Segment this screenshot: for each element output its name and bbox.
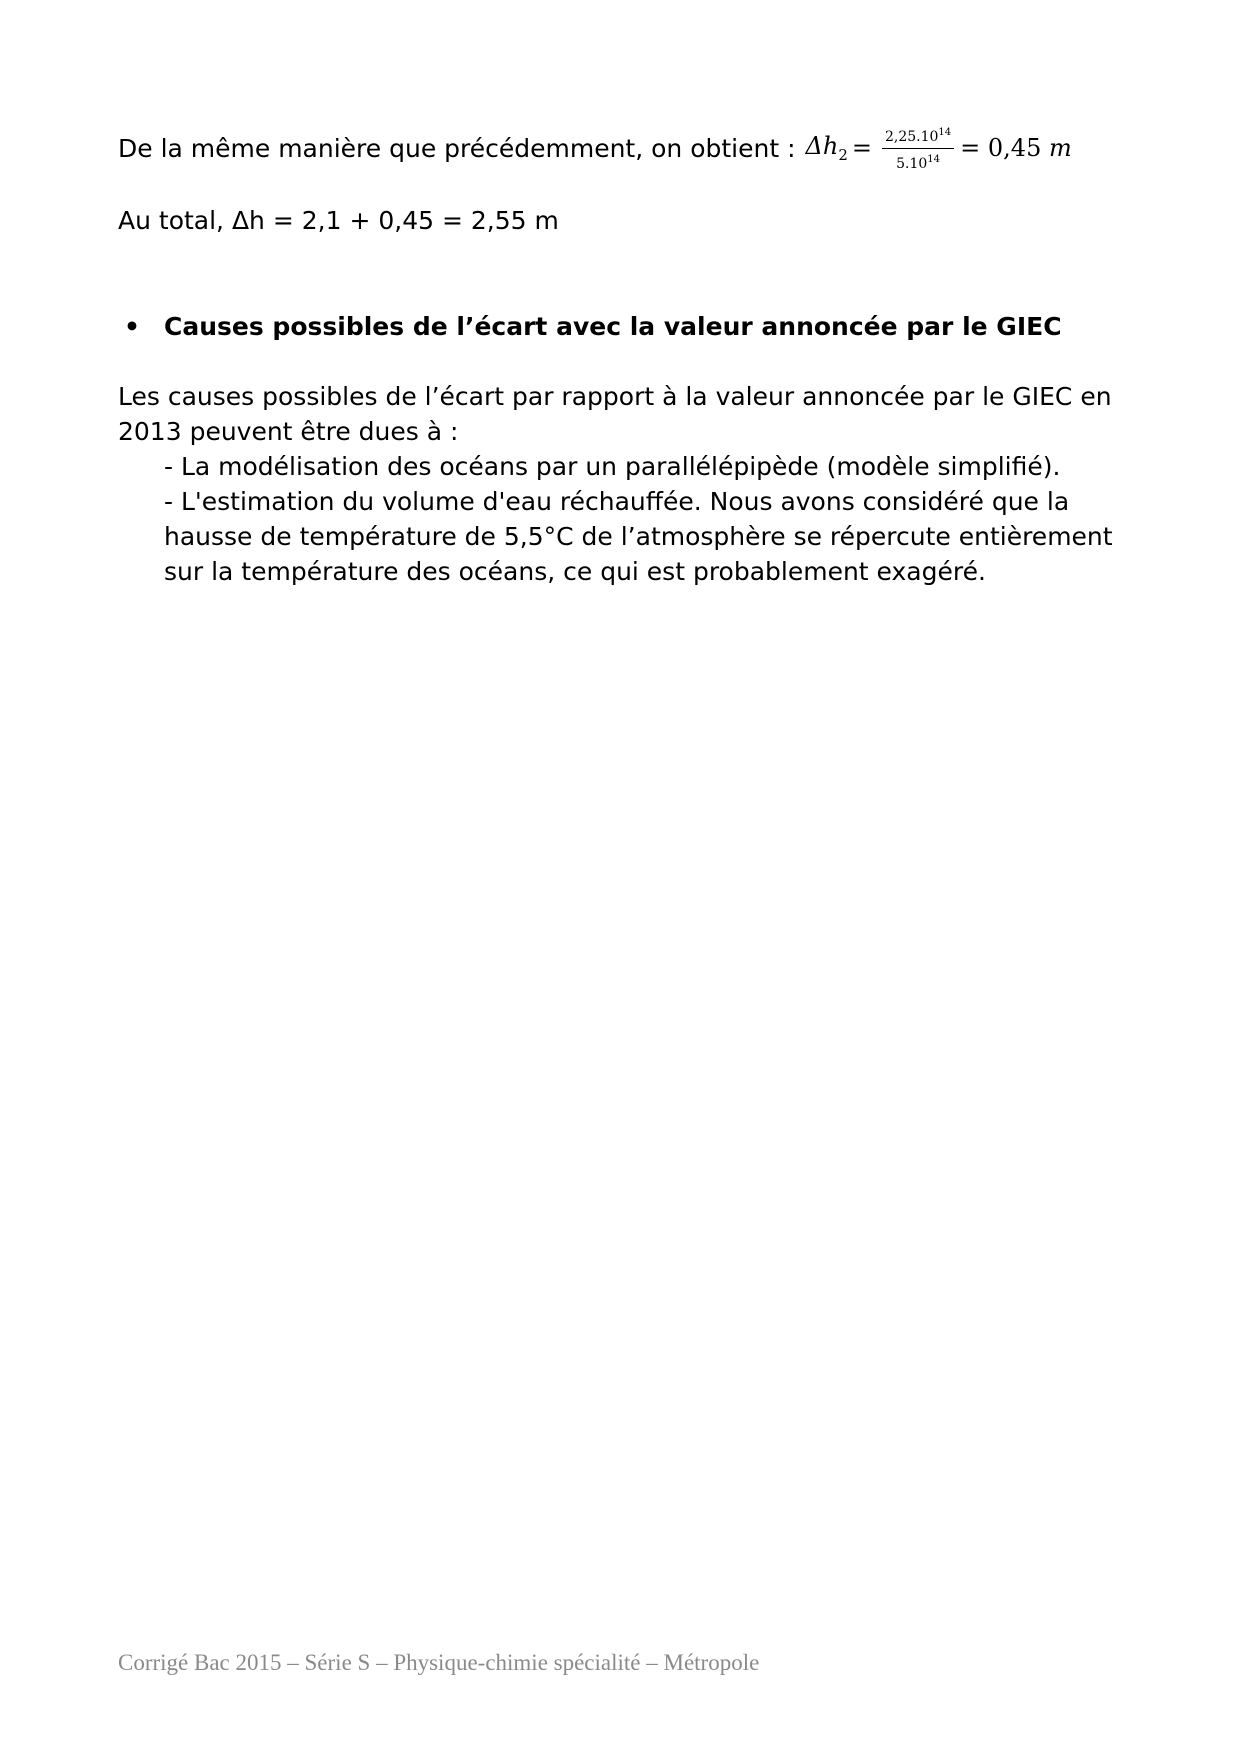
section-heading bbox=[124, 310, 1062, 344]
bullet-icon: • bbox=[124, 312, 140, 341]
formula-fraction bbox=[882, 124, 954, 173]
section-heading-text: Causes possibles de l’écart avec la valeur annoncée par le GIEC bbox=[164, 312, 1062, 341]
list-item-1: - La modélisation des océans par un parallélépipède (modèle simplifié). bbox=[164, 452, 1061, 481]
formula-expression bbox=[806, 124, 1072, 173]
formula-result: = 0,45 bbox=[960, 134, 1042, 162]
formula-intro: De la même manière que précédemment, on obtient : bbox=[118, 133, 796, 163]
paragraph-line-1: Les causes possibles de l’écart par rapport à la valeur annoncée par le GIEC en bbox=[118, 382, 1112, 411]
formula-unit: m bbox=[1048, 134, 1072, 162]
list-item-2-line-3: sur la température des océans, ce qui est probablement exagéré. bbox=[164, 557, 986, 586]
paragraph-line-2: 2013 peuvent être dues à : bbox=[118, 417, 459, 446]
fraction-denominator: 5.10$^{14}$ bbox=[896, 153, 941, 172]
list-item-2-line-2: hausse de température de 5,5°C de l’atmosphère se répercute entièrement bbox=[164, 522, 1113, 551]
page-footer: Corrigé Bac 2015 – Série S – Physique-chimie spécialité – Métropole bbox=[118, 1650, 760, 1675]
formula-line bbox=[118, 118, 1072, 178]
formula-equals: = bbox=[851, 134, 872, 162]
list-item-2-line-1: - L'estimation du volume d'eau réchauffée. Nous avons considéré que la bbox=[164, 487, 1070, 516]
formula-lhs: $\Delta h_2$ bbox=[805, 132, 848, 164]
fraction-numerator: 2,25.10$^{14}$ bbox=[882, 124, 954, 149]
total-line: Au total, Δh = 2,1 + 0,45 = 2,55 m bbox=[118, 206, 559, 235]
